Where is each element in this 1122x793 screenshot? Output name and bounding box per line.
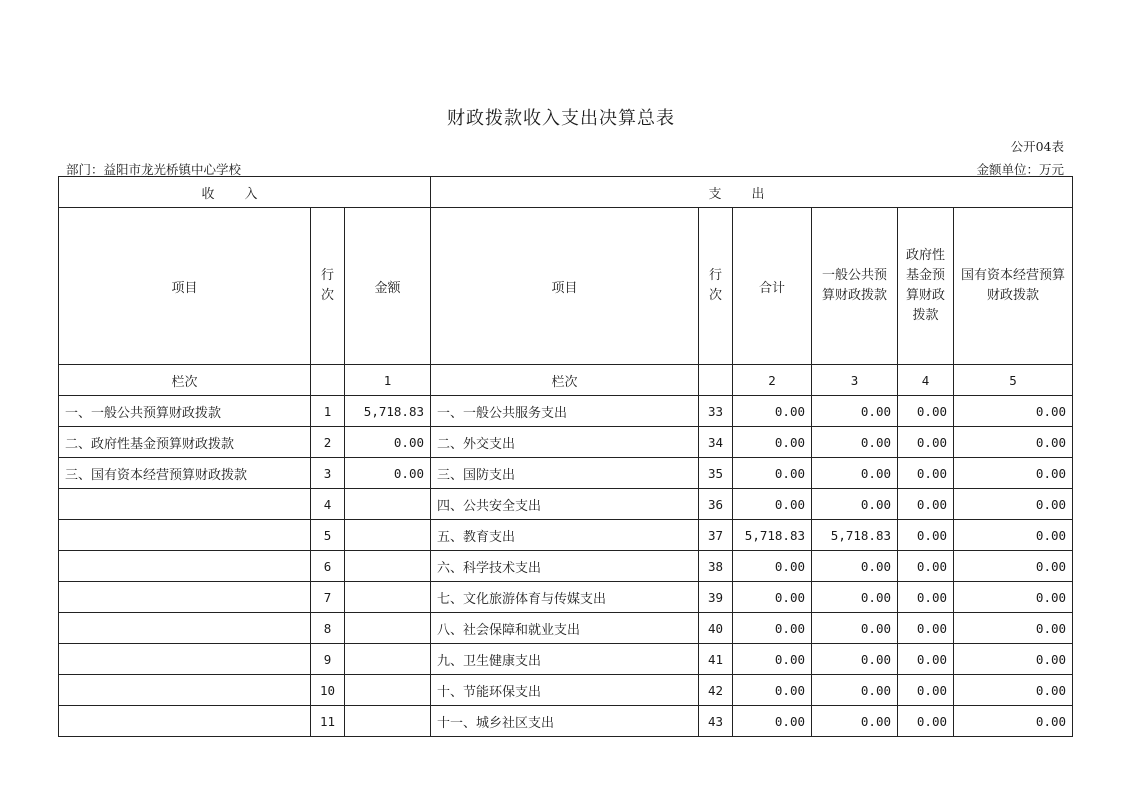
income-amount-cell (345, 706, 431, 737)
income-item-cell: 一、一般公共预算财政拨款 (59, 396, 311, 427)
expense-line-cell: 37 (699, 520, 733, 551)
expense-line-cell: 38 (699, 551, 733, 582)
total-header: 合计 (733, 208, 812, 365)
total-cell: 0.00 (733, 458, 812, 489)
expense-item-cell: 五、教育支出 (431, 520, 699, 551)
income-item-cell (59, 582, 311, 613)
total-cell: 0.00 (733, 613, 812, 644)
expense-item-cell: 十一、城乡社区支出 (431, 706, 699, 737)
general-budget-cell: 0.00 (812, 706, 898, 737)
income-amount-header: 金额 (345, 208, 431, 365)
expense-line-header: 行次 (699, 208, 733, 365)
table-row (59, 613, 1073, 644)
income-line-cell: 2 (311, 427, 345, 458)
income-amount-cell: 5,718.83 (345, 396, 431, 427)
fund-index: 4 (898, 365, 954, 396)
expense-line-cell: 40 (699, 613, 733, 644)
state-capital-cell: 0.00 (954, 706, 1073, 737)
income-amount-cell (345, 520, 431, 551)
state-capital-cell: 0.00 (954, 520, 1073, 551)
income-amount-cell (345, 675, 431, 706)
table-row (59, 520, 1073, 551)
section-header-row (59, 177, 1073, 208)
expense-item-cell: 八、社会保障和就业支出 (431, 613, 699, 644)
fund-budget-cell: 0.00 (898, 613, 954, 644)
state-capital-cell: 0.00 (954, 644, 1073, 675)
fund-budget-cell: 0.00 (898, 458, 954, 489)
unit-label: 金额单位：万元 (976, 162, 1064, 177)
income-section-header: 收入 (59, 177, 431, 208)
income-item-cell (59, 520, 311, 551)
expense-item-cell: 三、国防支出 (431, 458, 699, 489)
total-cell: 0.00 (733, 427, 812, 458)
form-number: 公开04表 (1010, 139, 1064, 154)
general-budget-cell: 0.00 (812, 675, 898, 706)
fund-budget-header: 政府性基金预算财政拨款 (898, 208, 954, 365)
table-row (59, 489, 1073, 520)
total-cell: 0.00 (733, 675, 812, 706)
fund-budget-cell: 0.00 (898, 396, 954, 427)
general-budget-cell: 0.00 (812, 551, 898, 582)
table-row (59, 396, 1073, 427)
income-line-cell: 11 (311, 706, 345, 737)
general-budget-cell: 0.00 (812, 458, 898, 489)
state-capital-cell: 0.00 (954, 427, 1073, 458)
income-amount-cell (345, 582, 431, 613)
fund-budget-cell: 0.00 (898, 520, 954, 551)
expense-line-cell: 42 (699, 675, 733, 706)
income-line-cell: 1 (311, 396, 345, 427)
state-index: 5 (954, 365, 1073, 396)
report-table (58, 176, 1073, 737)
income-line-cell: 8 (311, 613, 345, 644)
table-row (59, 427, 1073, 458)
expense-index-label: 栏次 (431, 365, 699, 396)
income-index-amount: 1 (345, 365, 431, 396)
table-row (59, 458, 1073, 489)
income-amount-cell: 0.00 (345, 458, 431, 489)
table-row (59, 644, 1073, 675)
income-item-cell (59, 644, 311, 675)
expense-line-cell: 43 (699, 706, 733, 737)
income-amount-cell (345, 613, 431, 644)
fund-budget-cell: 0.00 (898, 551, 954, 582)
fund-budget-cell: 0.00 (898, 644, 954, 675)
fund-budget-cell: 0.00 (898, 582, 954, 613)
expense-item-header: 项目 (431, 208, 699, 365)
fund-budget-cell: 0.00 (898, 675, 954, 706)
expense-line-cell: 41 (699, 644, 733, 675)
general-index: 3 (812, 365, 898, 396)
state-capital-cell: 0.00 (954, 396, 1073, 427)
state-capital-cell: 0.00 (954, 613, 1073, 644)
total-cell: 0.00 (733, 582, 812, 613)
data-rows (59, 396, 1073, 737)
total-index: 2 (733, 365, 812, 396)
state-capital-cell: 0.00 (954, 675, 1073, 706)
table-row (59, 551, 1073, 582)
expense-section-header: 支出 (431, 177, 1073, 208)
income-line-header: 行次 (311, 208, 345, 365)
general-budget-cell: 0.00 (812, 644, 898, 675)
total-cell: 0.00 (733, 644, 812, 675)
income-line-cell: 5 (311, 520, 345, 551)
table-row (59, 582, 1073, 613)
expense-item-cell: 四、公共安全支出 (431, 489, 699, 520)
column-index-row (59, 365, 1073, 396)
total-cell: 0.00 (733, 396, 812, 427)
expense-line-cell: 35 (699, 458, 733, 489)
fund-budget-cell: 0.00 (898, 706, 954, 737)
income-line-cell: 9 (311, 644, 345, 675)
general-budget-header: 一般公共预算财政拨款 (812, 208, 898, 365)
expense-item-cell: 九、卫生健康支出 (431, 644, 699, 675)
expense-line-cell: 36 (699, 489, 733, 520)
income-line-cell: 6 (311, 551, 345, 582)
total-cell: 5,718.83 (733, 520, 812, 551)
income-item-cell (59, 706, 311, 737)
income-item-cell (59, 613, 311, 644)
income-item-cell (59, 675, 311, 706)
expense-line-cell: 33 (699, 396, 733, 427)
state-capital-cell: 0.00 (954, 551, 1073, 582)
table-row (59, 706, 1073, 737)
column-header-row (59, 208, 1073, 365)
income-item-cell (59, 489, 311, 520)
state-capital-cell: 0.00 (954, 582, 1073, 613)
expense-index-line (699, 365, 733, 396)
expense-item-cell: 十、节能环保支出 (431, 675, 699, 706)
total-cell: 0.00 (733, 489, 812, 520)
income-item-cell: 三、国有资本经营预算财政拨款 (59, 458, 311, 489)
income-line-cell: 4 (311, 489, 345, 520)
income-line-cell: 7 (311, 582, 345, 613)
income-amount-cell (345, 551, 431, 582)
state-capital-header: 国有资本经营预算财政拨款 (954, 208, 1073, 365)
total-cell: 0.00 (733, 551, 812, 582)
total-cell: 0.00 (733, 706, 812, 737)
expense-item-cell: 六、科学技术支出 (431, 551, 699, 582)
income-item-cell: 二、政府性基金预算财政拨款 (59, 427, 311, 458)
general-budget-cell: 5,718.83 (812, 520, 898, 551)
expense-item-cell: 七、文化旅游体育与传媒支出 (431, 582, 699, 613)
state-capital-cell: 0.00 (954, 458, 1073, 489)
general-budget-cell: 0.00 (812, 613, 898, 644)
income-item-cell (59, 551, 311, 582)
income-item-header: 项目 (59, 208, 311, 365)
income-amount-cell (345, 644, 431, 675)
income-index-label: 栏次 (59, 365, 311, 396)
general-budget-cell: 0.00 (812, 427, 898, 458)
expense-item-cell: 一、一般公共服务支出 (431, 396, 699, 427)
report-title: 财政拨款收入支出决算总表 (447, 108, 675, 129)
general-budget-cell: 0.00 (812, 489, 898, 520)
general-budget-cell: 0.00 (812, 396, 898, 427)
department-label: 部门：益阳市龙光桥镇中心学校 (66, 162, 242, 177)
income-line-cell: 10 (311, 675, 345, 706)
expense-line-cell: 39 (699, 582, 733, 613)
fund-budget-cell: 0.00 (898, 489, 954, 520)
expense-line-cell: 34 (699, 427, 733, 458)
fund-budget-cell: 0.00 (898, 427, 954, 458)
state-capital-cell: 0.00 (954, 489, 1073, 520)
income-amount-cell: 0.00 (345, 427, 431, 458)
table-row (59, 675, 1073, 706)
general-budget-cell: 0.00 (812, 582, 898, 613)
income-index-line (311, 365, 345, 396)
income-line-cell: 3 (311, 458, 345, 489)
expense-item-cell: 二、外交支出 (431, 427, 699, 458)
income-amount-cell (345, 489, 431, 520)
